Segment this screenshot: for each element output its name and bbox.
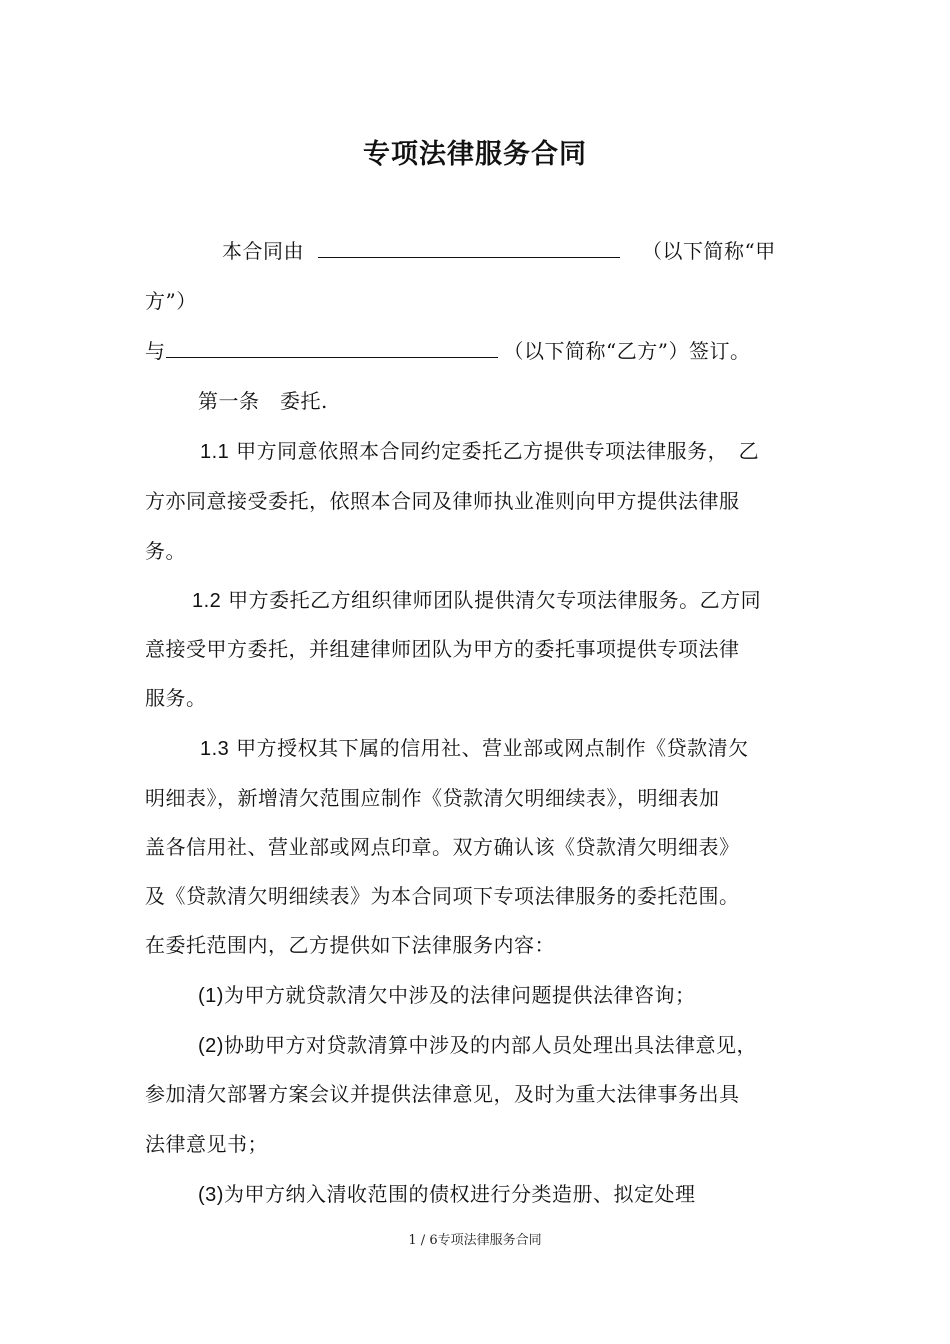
clause-1-2-number: 1.2: [192, 590, 222, 612]
intro-line-1: [222, 237, 776, 265]
clause-1-2-line-1: [192, 586, 761, 615]
clause-1-3-line-1: [200, 734, 749, 763]
clause-1-3-line-2: 明细表》，新增清欠范围应制作《贷款清欠明细续表》，明细表加: [145, 786, 720, 810]
clause-1-3-text-1: 甲方授权其下属的信用社、营业部或网点制作《贷款清欠: [236, 736, 749, 760]
clause-1-1-text-1: 甲方同意依照本合同约定委托乙方提供专项法律服务， 乙: [236, 439, 760, 463]
item-2-line-1: [198, 1031, 757, 1060]
item-2-line-2: 参加清欠部署方案会议并提供法律意见，及时为重大法律事务出具: [145, 1082, 740, 1106]
item-3-number: (3): [198, 1184, 224, 1206]
document-title: 专项法律服务合同: [363, 139, 587, 170]
clause-1-2-line-3: 服务。: [145, 686, 207, 710]
intro-with: 与: [145, 339, 166, 363]
item-3-text-1: 为甲方纳入清收范围的债权进行分类造册、拟定处理: [223, 1182, 696, 1206]
item-1-line-1: [198, 981, 695, 1010]
clause-1-1-line-2: 方亦同意接受委托，依照本合同及律师执业准则向甲方提供法律服: [145, 489, 740, 513]
item-1-number: (1): [198, 985, 224, 1007]
intro-prefix: 本合同由: [222, 239, 304, 263]
clause-1-3-line-3: 盖各信用社、营业部或网点印章。双方确认该《贷款清欠明细表》: [145, 835, 740, 859]
clause-1-2-line-2: 意接受甲方委托，并组建律师团队为甲方的委托事项提供专项法律: [145, 637, 740, 661]
clause-1-1-number: 1.1: [200, 441, 230, 463]
clause-1-2-text-1: 甲方委托乙方组织律师团队提供清欠专项法律服务。乙方同: [228, 588, 762, 612]
item-2-text-1: 协助甲方对贷款清算中涉及的内部人员处理出具法律意见，: [223, 1033, 757, 1057]
intro-line-2: 方”）: [145, 289, 197, 313]
item-2-line-3: 法律意见书；: [145, 1132, 268, 1156]
intro-line-3: [145, 337, 750, 365]
article-1-heading: 第一条 委托.: [198, 389, 328, 413]
page-footer: 1 / 6专项法律服务合同: [408, 1233, 542, 1248]
intro-suffix: （以下简称“甲: [642, 239, 776, 263]
clause-1-3-number: 1.3: [200, 738, 230, 760]
item-2-number: (2): [198, 1035, 224, 1057]
item-1-text: 为甲方就贷款清欠中涉及的法律问题提供法律咨询；: [223, 983, 696, 1007]
item-3-line-1: [198, 1180, 695, 1209]
party-b-blank: [166, 339, 498, 358]
clause-1-1-line-3: 务。: [145, 539, 186, 563]
clause-1-3-line-4: 及《贷款清欠明细续表》为本合同项下专项法律服务的委托范围。: [145, 884, 740, 908]
intro-signed: （以下简称“乙方”）签订。: [503, 339, 751, 363]
party-a-blank: [318, 239, 620, 258]
clause-1-1-line-1: [200, 437, 759, 466]
clause-1-3-line-5: 在委托范围内，乙方提供如下法律服务内容：: [145, 933, 555, 957]
